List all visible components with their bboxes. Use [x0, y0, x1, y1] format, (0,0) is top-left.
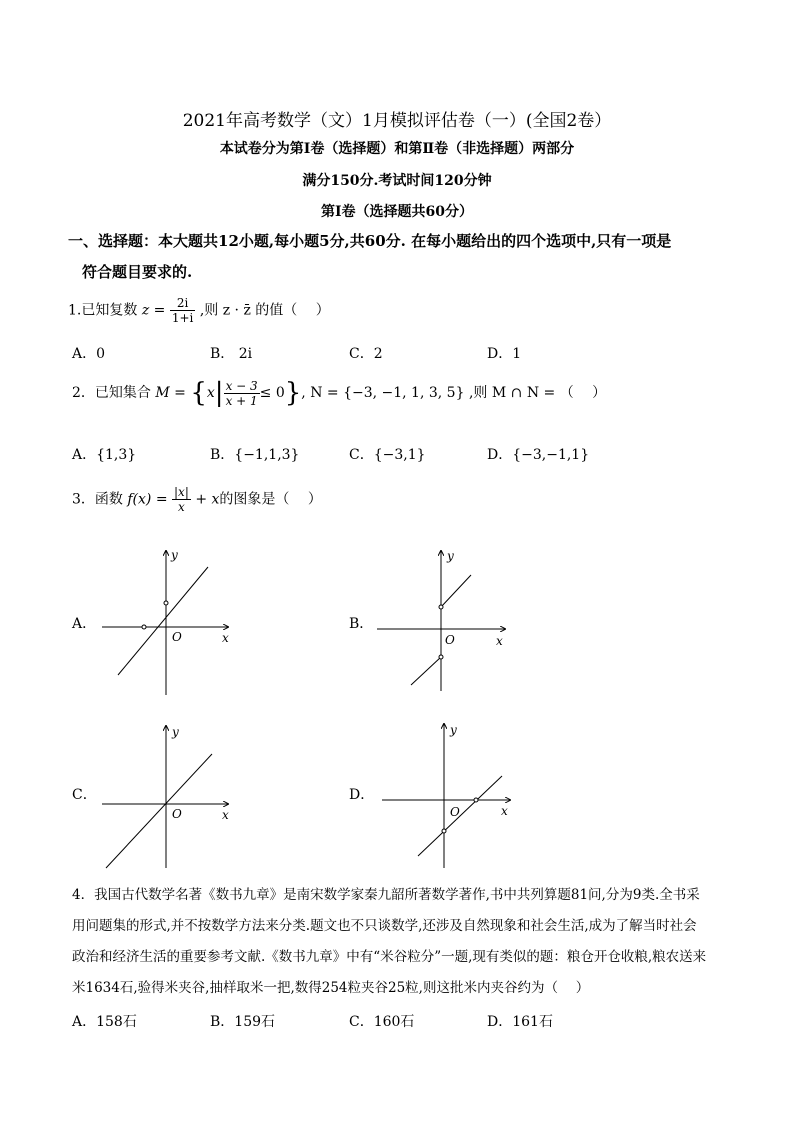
question-3	[72, 485, 322, 514]
q2-frac-den: x + 1	[225, 393, 258, 408]
graph-d-open-point-x	[474, 798, 478, 802]
q2-frac-num: x − 3	[225, 378, 258, 393]
q3-prefix: 3．函数	[72, 491, 123, 508]
q2-set-n: , N = {−3, −1, 1, 3, 5}	[301, 385, 465, 401]
q3-option-c: C．	[72, 787, 97, 803]
q3-graph-c	[100, 722, 240, 872]
graph-b-x-label: x	[496, 634, 503, 648]
q4-line2: 用问题集的形式,并不按数学方法来分类.题文也不只谈数学,还涉及自然现象和社会生活,成为了解当时社会	[72, 918, 697, 934]
q4-option-b: B．159石	[210, 1014, 276, 1030]
q1-option-c: C．2	[349, 346, 383, 362]
q2-suffix: ,则 M ∩ N = （ ）	[464, 385, 607, 401]
graph-d-line	[418, 776, 502, 856]
q3-graph-a	[100, 545, 240, 700]
q3-graph-b	[375, 545, 515, 695]
q2-set-m-label: M =	[155, 385, 191, 401]
q4-line1: 4．我国古代数学名著《数书九章》是南宋数学家秦九韶所著数学著作,书中共列算题81问,分为9类.全书采	[72, 887, 700, 903]
q2-prefix: 2．已知集合	[72, 385, 151, 401]
q2-set-m-x: x	[206, 385, 215, 401]
graph-b-y-label: y	[447, 549, 454, 563]
graph-a-y-label: y	[171, 548, 178, 562]
q1-fraction	[170, 296, 196, 325]
q3-option-b: B．	[349, 616, 374, 632]
exam-subtitle-part1: 第Ⅰ卷（选择题共60分）	[320, 204, 474, 220]
graph-a-open-point	[142, 625, 146, 629]
graph-b-open-point-bottom	[439, 655, 443, 659]
graph-d-y-label: y	[450, 723, 457, 737]
exam-title: 2021年高考数学（文）1月模拟评估卷（一）(全国2卷）	[182, 111, 612, 131]
graph-d-x-label: x	[501, 804, 508, 818]
q2-option-b: B．{−1,1,3}	[210, 447, 300, 463]
graph-c-origin: O	[172, 807, 182, 821]
q3-frac-den: x	[178, 500, 185, 514]
q2-le: ≤ 0	[259, 385, 285, 401]
graph-a-line	[118, 567, 208, 675]
graph-d-open-point-y	[442, 829, 446, 833]
q3-graph-d	[380, 720, 520, 872]
q1-frac-num: 2i	[170, 296, 196, 311]
graph-b-open-point-top	[439, 605, 443, 609]
q3-func: f(x) =	[127, 491, 168, 508]
q3-suffix: 的图象是（ ）	[219, 491, 322, 508]
graph-a-origin: O	[172, 630, 182, 644]
graph-c-x-label: x	[222, 808, 229, 822]
q4-line3: 政治和经济生活的重要参考文献.《数书九章》中有“米谷粒分”一题,现有类似的题：粮仓开仓收粮,粮农送来	[72, 949, 707, 965]
graph-c-y-label: y	[172, 725, 179, 739]
q1-option-d: D．1	[487, 346, 522, 362]
q4-line4: 米1634石,验得米夹谷,抽样取米一把,数得254粒夹谷25粒,则这批米内夹谷约为（ ）	[72, 980, 590, 996]
section-heading-line2: 符合题目要求的.	[82, 263, 193, 281]
exam-subtitle-score-time: 满分150分.考试时间120分钟	[302, 173, 492, 189]
q4-option-a: A．158石	[72, 1014, 137, 1030]
exam-subtitle-parts: 本试卷分为第Ⅰ卷（选择题）和第Ⅱ卷（非选择题）两部分	[219, 141, 575, 157]
question-2	[72, 378, 606, 408]
q1-suffix: ,则 z · z̄ 的值（ ）	[199, 302, 330, 319]
graph-a-open-point-2	[164, 601, 168, 605]
q3-fraction	[172, 485, 191, 514]
q3-frac-num: |x|	[174, 485, 189, 499]
q1-var: z =	[141, 302, 166, 319]
question-1	[68, 296, 330, 325]
q3-plus: + x	[195, 491, 220, 508]
q1-frac-den: 1+i	[171, 311, 194, 325]
q2-brace-close: }	[284, 378, 302, 408]
q4-option-d: D．161石	[487, 1014, 553, 1030]
q1-option-a: A．0	[72, 346, 106, 362]
q4-option-c: C．160石	[349, 1014, 415, 1030]
q1-prefix: 1.已知复数	[68, 302, 138, 319]
section-heading-line1: 一、选择题：本大题共12小题,每小题5分,共60分. 在每小题给出的四个选项中,只有一项是	[68, 232, 672, 250]
graph-d-origin: O	[450, 805, 460, 819]
q3-option-d: D．	[349, 787, 375, 803]
q2-brace-open: {	[190, 378, 207, 408]
graph-a-x-label: x	[222, 631, 229, 645]
graph-c-line	[106, 754, 212, 868]
q2-option-a: A．{1,3}	[72, 447, 137, 463]
q2-option-c: C．{−3,1}	[349, 447, 426, 463]
q2-fraction	[224, 379, 260, 408]
q2-option-d: D．{−3,−1,1}	[487, 447, 590, 463]
graph-b-origin: O	[445, 633, 455, 647]
graph-b-line-left	[411, 657, 441, 685]
q1-option-b: B． 2i	[210, 346, 253, 362]
q3-option-a: A．	[72, 616, 97, 632]
q2-bar: |	[214, 378, 224, 408]
graph-b-line-right	[441, 575, 471, 607]
